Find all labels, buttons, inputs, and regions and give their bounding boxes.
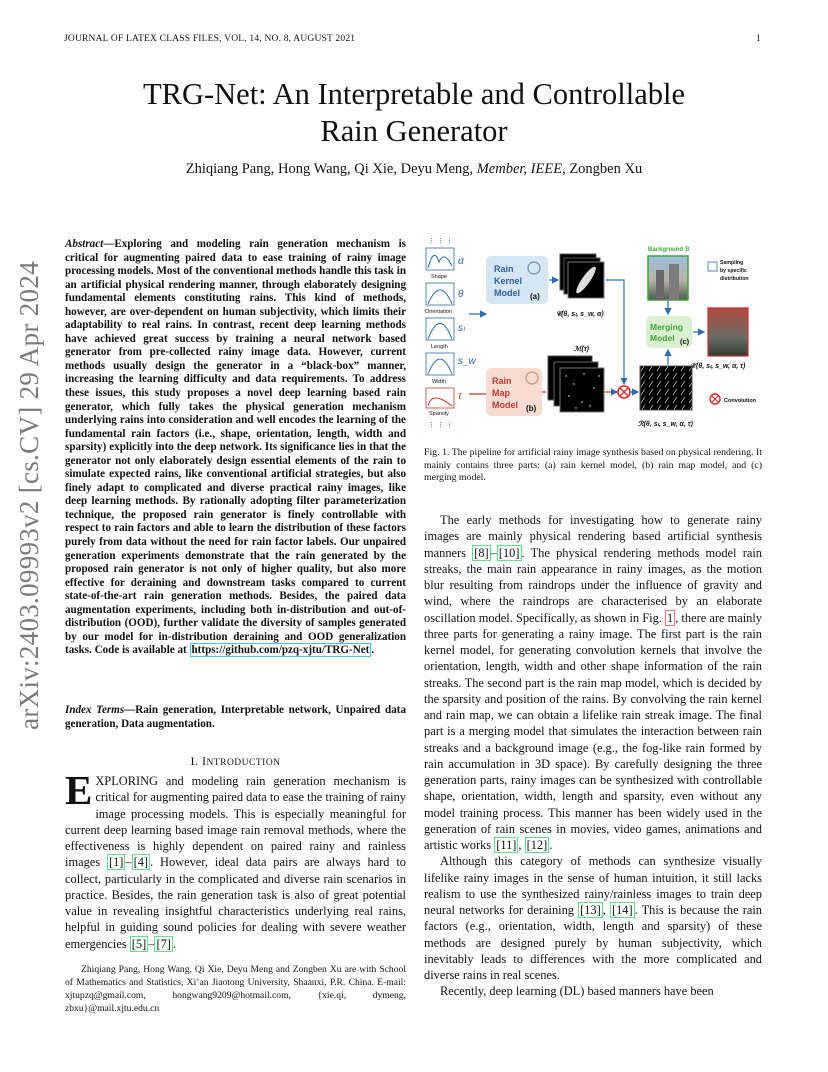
kernel-label-2: Kernel [494,276,523,286]
map-label-1: Rain [492,376,512,386]
citation[interactable]: [10] [498,545,520,560]
index-terms-label: Index Terms [65,704,125,716]
right-paragraph-2 [424,853,762,983]
citation[interactable]: [12] [526,838,548,852]
map-tag: (b) [526,404,537,413]
code-link[interactable]: https://github.com/pzq-xjtu/TRG-Net [191,644,370,657]
merge-label-1: Merging [650,322,684,332]
abstract-label: Abstract [65,238,104,250]
kernel-stack [560,254,604,298]
citation[interactable]: [1] [108,855,124,870]
rain-streak-image [640,366,692,410]
map-label-3: Model [492,400,518,410]
right-paragraph-3: Recently, deep learning (DL) based manners have been [440,984,714,999]
citation[interactable]: [13] [580,903,601,917]
figure-pipeline [424,236,762,432]
orientation-label: Orientation [425,309,452,315]
rc-text: . The physical rendering methods model rain streaks, the main rain appearance in rainy images, as the motion blur resulting from raindrops under the influence of gravity and wind, where the raindrops are characterised by an elaborate oscillation model. Specifically, as shown in Fig. [424,545,762,625]
kernel-tag: (a) [530,292,540,301]
running-header: JOURNAL OF LATEX CLASS FILES, VOL. 14, NO. 8, AUGUST 2021 [64,34,356,44]
kernel-label-1: Rain [494,264,514,274]
title-line-2: Rain Generator [320,114,508,148]
right-column-text [424,512,762,1000]
factor-panel [425,238,477,429]
dash: – [125,855,132,870]
intro-text-b: . However, ideal data pairs are always hard to collect, particularly in the complicated and diverse rain scenarios in practice. Besides, the rain generation task is also of great potential value in revealing insightful characteristics underlying real rains, helpful in guiding sound policies for dealing with severe weather emergencies [65,855,406,951]
map-label-2: Map [492,388,510,398]
r-formula: ℛ(θ, sₗ, s_w, α, τ) [638,421,693,428]
rc-text: The early methods for investigating how to generate rainy images are mainly physical rendering based artificial synthesis manners [424,513,762,560]
citation[interactable]: [8] [474,545,489,560]
merge-label-2: Model [650,333,675,343]
citation[interactable]: [14] [611,903,633,917]
dropcap: E [65,767,93,813]
arxiv-stamp: arXiv:2403.09993v2 [cs.CV] 29 Apr 2024 [13,260,44,730]
shape-label: Shape [431,274,447,280]
dash: – [490,545,497,560]
paper-title [60,76,768,150]
c-formula: 𝒞(θ, sₗ, s_w, α) [556,311,604,318]
page-number: 1 [756,34,761,44]
citation[interactable]: [11] [496,838,517,852]
figure-reference[interactable]: 1 [667,610,674,625]
index-terms [65,704,406,731]
comma: , [518,838,525,852]
alpha-label: α [458,256,464,267]
author-list [60,161,768,178]
comma: , [602,903,610,917]
width-label: Width [432,379,447,385]
rc-text: . This is because the rain factors (e.g., orientation, width, length and sparsity) of these methods are designed purely by human subjectivity, which inevitably leads to differences with the more complicated and diverse rains in real scenes. [424,903,762,982]
dash: – [148,936,155,951]
abstract-end: . [371,644,375,657]
kernel-label-3: Model [494,288,520,298]
citation[interactable]: [4] [133,855,149,870]
footnote [65,964,406,1016]
index-terms-text: —Rain generation, Interpretable network, Unpaired data generation, Data augmentation. [65,704,406,730]
arxiv-stamp-container [8,230,50,760]
author-member: Member, IEEE [476,161,563,177]
sw-label: s_w [458,356,476,367]
section-cap: I [201,754,207,768]
sampling-label-3: distribution [720,276,749,282]
rc-text: , there are mainly three parts for generating a rainy image. The first part is the rain kernel model, for generating convolution kernels that involve the orientation, length, width and other shape information of the rain streaks. The second part is the rain map model, which is decided by the sparsity and position of the rains. By convolving the rain kernel and rain map, we can obtain a lifelike rain streak image. The final part is a merging model that simulates the interaction between rain streaks and a background image (e.g., the fog-like rain formed by rain accumulation in 3D space). By carefully designing the three generation parts, rainy images can be synthesized with controllable shape, orientation, width, length and sparsity, even without any model training process. This manner has been widely used in the generation of rain scenes in movies, video games, animations and artistic works [424,610,762,852]
title-line-1: TRG-Net: An Interpretable and Controllable [142,77,686,111]
background-image [648,256,688,300]
background-label: Background ℬ [648,247,690,253]
x-formula: 𝒳(θ, sₗ, s_w, α, τ) [690,363,746,370]
section-heading [65,754,406,769]
intro-text-a: XPLORING and modeling rain generation mechanism is critical for augmenting paired data to ease the training of rainy image processing models. This is especially meaningful for current deep learning based image rain removal methods, where the effectiveness is highly dependent on paired rainy and rainless images [65,774,406,870]
abstract [65,238,406,658]
period: . [549,838,553,852]
m-formula: ℳ(τ) [574,346,590,353]
length-label: Length [431,344,448,350]
tau-label: τ [458,391,462,402]
footnote-text: Zhiqiang Pang, Hong Wang, Qi Xie, Deyu Meng and Zongben Xu are with School of Mathematics and Statistics, Xi’an Jiaotong University, Shaanxi, P.R. China. E-mail: xjtupzq@gmail.com, hongwang9209@hotmail.com, {xie.qi, dymeng, zbxu}@mail.xjtu.edu.cn [65,964,406,1014]
author-last: , Zongben Xu [562,161,643,177]
right-paragraph-1 [424,512,762,853]
merge-tag: (c) [680,337,690,346]
rainy-output-image [708,308,748,356]
sampling-legend-icon [708,262,717,271]
citation[interactable]: [7] [156,936,171,951]
rc-text: Although this category of methods can synthesize visually lifelike rainy images in the sense of human intuition, it still lacks realism to use the synthesized rainy/rainless images to train deep neural networks for deraining [424,854,762,917]
citation[interactable]: [5] [131,936,147,951]
rain-map-stack [548,356,604,412]
convolution-label: Convolution [724,398,757,404]
intro-end: . [172,936,177,951]
author-names: Zhiqiang Pang, Hong Wang, Qi Xie, Deyu Meng, [185,161,474,177]
figure-caption: Fig. 1. The pipeline for artificial rainy image synthesis based on physical rendering. It mainly contains three parts: (a) rain kernel model, (b) rain map model, and (c) merging model. [424,447,762,483]
section-numeral: I. [190,754,202,768]
svg-text:⋮ ⋮ ⋮: ⋮ ⋮ ⋮ [428,238,453,245]
intro-paragraph [65,767,406,952]
section-rest: NTRODUCTION [206,758,281,768]
sl-label: sₗ [458,323,465,334]
sampling-label-2: by specific [720,268,747,274]
abstract-text: —Exploring and modeling rain generation mechanism is critical for augmenting paired data to ease training of rainy image processing models. Most of the conventional methods handle this task in an artificial physical rendering manner, through elaborately designing fundamental elements constituting rains. This kind of methods, however, are over-dependent on human subjectivity, which limits their adaptability to real rains. In contrast, recent deep learning methods have achieved great success by training a neural network based generator from pre-collected rainy image data. However, current methods usually design the generator in a “black-box” manner, increasing the learning difficulty and data requirements. To address these issues, this study proposes a novel deep learning based rain generator, which fully takes the physical generation mechanism underlying rains into consideration and well encodes the learning of the fundamental rain factors (i.e., shape, orientation, length, width and sparsity) explicitly into the deep network. Its significance lies in that the generator not only elaborately design essential elements of the rain to simulate expected rains, like conventional artificial strategies, but also finely adapt to complicated and diverse practical rainy images, like deep learning methods. By rationally adopting filter parameterization technique, the proposed rain generator is finely controllable with respect to rain factors and able to learn the distribution of these factors purely from data without the need for rain factor labels. Our unpaired generation experiments demonstrate that the rain generated by the proposed rain generator is not only of higher quality, but also more effective for deraining and downstream tasks compared to current state-of-the-art rain generation methods. Besides, the paired data augmentation experiments, including both in-distribution and out-of-distribution (OOD), further validate the diversity of samples generated by our model for in-distribution deraining and OOD generalization tasks. Code is available at [65,238,406,657]
sparsity-label: Sparsity [429,411,449,417]
svg-text:⋮ ⋮ ⋮: ⋮ ⋮ ⋮ [428,422,453,429]
sampling-label-1: Sampling [720,260,744,266]
theta-label: θ [458,289,464,300]
